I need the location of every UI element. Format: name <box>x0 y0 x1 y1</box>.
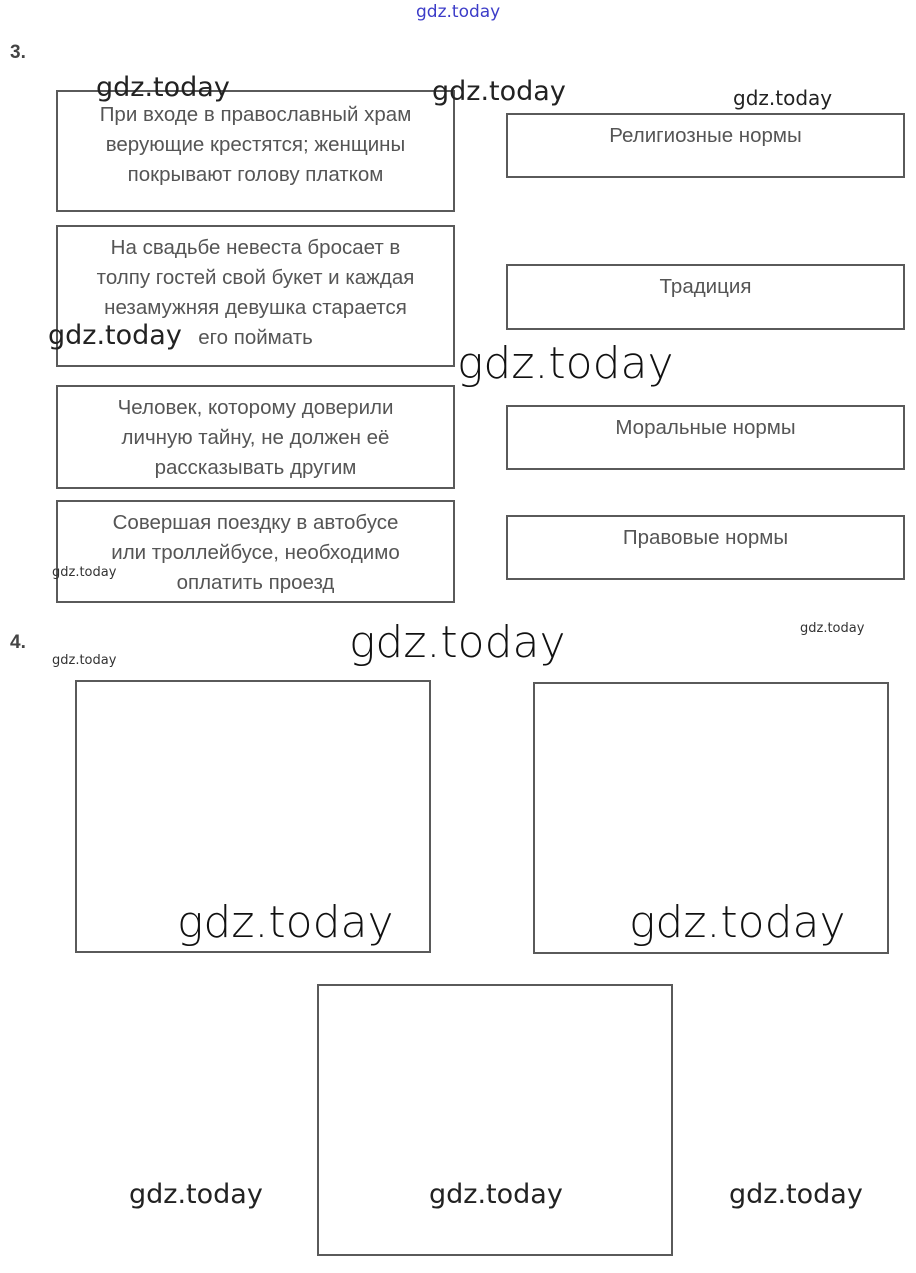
right-box-1-text: Религиозные нормы <box>609 124 802 147</box>
task-4-number: 4. <box>10 632 26 653</box>
watermark: gdz.today <box>349 617 566 668</box>
left-box-4-text: Совершая поездку в автобусе или троллейбусе, необходимо оплатить проезд <box>111 511 400 594</box>
watermark: gdz.today <box>429 1179 563 1210</box>
watermark: gdz.today <box>52 653 117 668</box>
left-box-4[interactable] <box>56 500 455 603</box>
watermark: gdz.today <box>48 320 182 351</box>
watermark: gdz.today <box>432 76 566 107</box>
left-box-2-text: На свадьбе невеста бросает в толпу гостей свой букет и каждая незамужняя девушка старается его поймать <box>96 236 415 349</box>
watermark: gdz.today <box>629 897 846 948</box>
watermark: gdz.today <box>800 621 865 636</box>
right-box-3-text: Моральные нормы <box>615 416 796 439</box>
watermark: gdz.today <box>96 72 230 103</box>
watermark: gdz.today <box>52 565 117 580</box>
watermark-top: gdz.today <box>416 2 501 22</box>
watermark: gdz.today <box>177 897 394 948</box>
right-box-2[interactable] <box>506 264 905 330</box>
task-3-number: 3. <box>10 42 26 63</box>
answer-frame-3[interactable] <box>317 984 673 1256</box>
watermark: gdz.today <box>129 1179 263 1210</box>
left-box-1[interactable] <box>56 90 455 212</box>
right-box-4-text: Правовые нормы <box>622 526 789 549</box>
right-box-2-text: Традиция <box>659 275 752 298</box>
right-box-4[interactable] <box>506 515 905 580</box>
left-box-3-text: Человек, которому доверили личную тайну, не должен её рассказывать другим <box>117 396 394 479</box>
left-box-1-text: При входе в православный храм верующие крестятся; женщины покрывают голову платком <box>99 103 412 186</box>
watermark: gdz.today <box>729 1179 863 1210</box>
watermark: gdz.today <box>733 86 833 110</box>
left-box-3[interactable] <box>56 385 455 489</box>
right-box-3[interactable] <box>506 405 905 470</box>
right-box-1[interactable] <box>506 113 905 178</box>
watermark: gdz.today <box>457 338 674 389</box>
